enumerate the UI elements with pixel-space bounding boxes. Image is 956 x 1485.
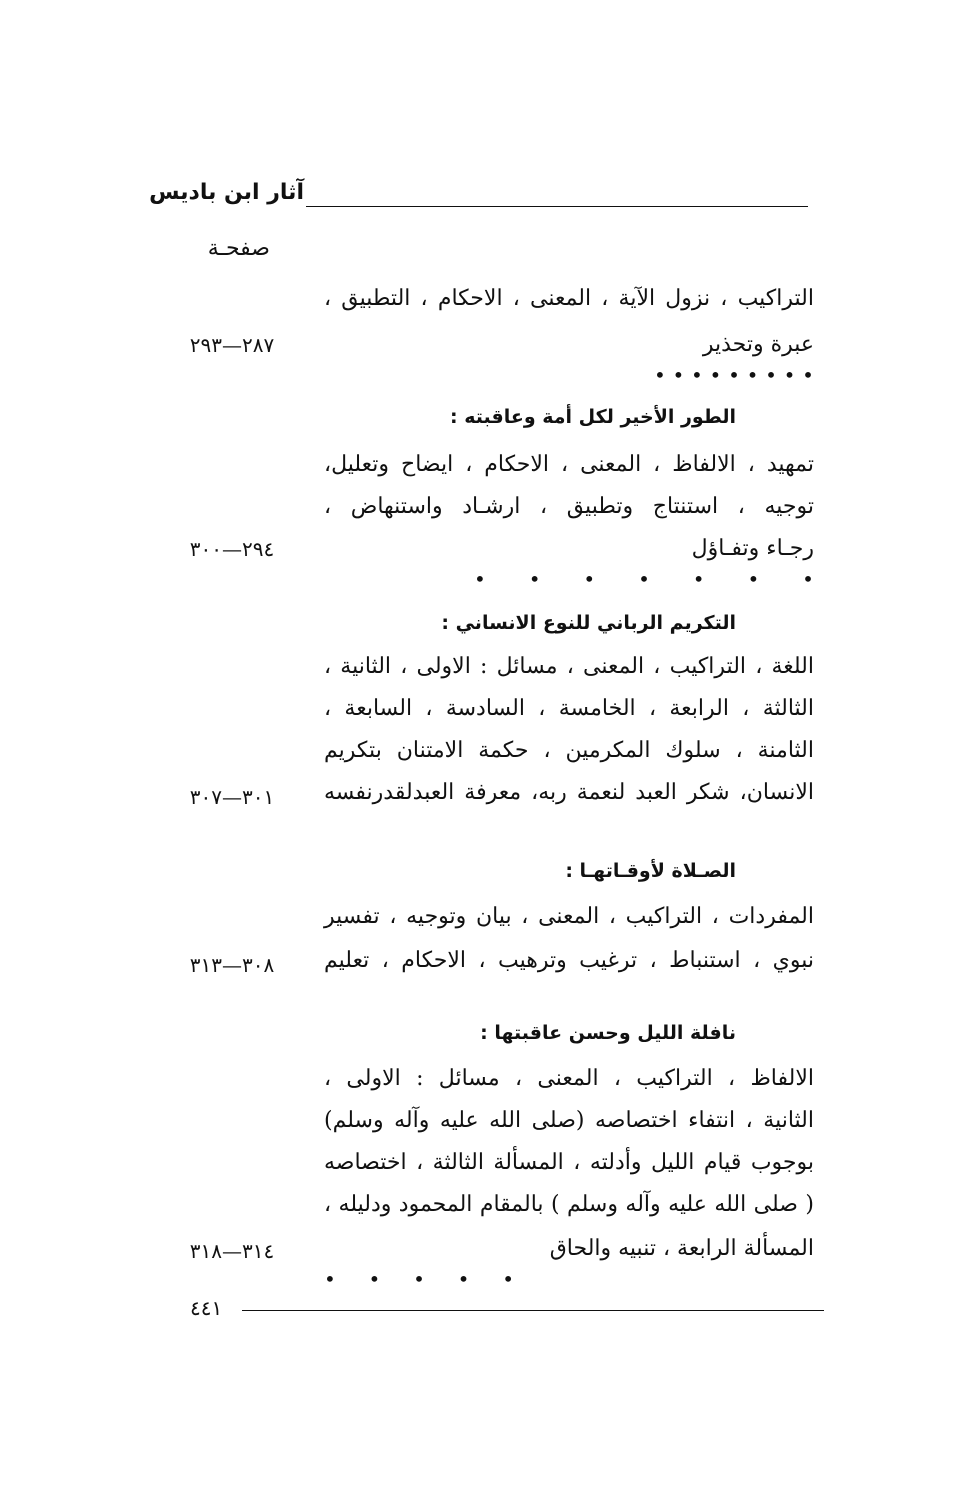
section-heading: نافلة الليل وحسن عاقبتها : — [480, 1022, 736, 1044]
entry-line: توجيه ، استنتاج وتطبيق ، ارشـاد واستنهاض ، — [324, 494, 814, 519]
entry-line: نبوي ، استنباط ، ترغيب وترهيب ، الاحكام ، تعليم — [324, 948, 814, 973]
entry-line: ( صلى الله عليه وآله وسلم ) بالمقام المحمود ودليله ، — [324, 1192, 814, 1217]
section-heading: الطور الأخير لكل أمة وعاقبته : — [450, 406, 736, 428]
entry-line-text: المسألة الرابعة ، تنبيه والحاق — [549, 1236, 814, 1261]
page-range: ٣٠٨—٣١٣ — [189, 953, 275, 977]
leader-dots: • • • • • — [324, 1267, 514, 1291]
section-heading: التكريم الرباني للنوع الانساني : — [441, 612, 736, 634]
header-rule — [306, 206, 808, 207]
entry-line: الثالثة ، الرابعة ، الخامسة ، السادسة ، السابعة ، — [324, 696, 814, 721]
section-heading: الصـلاة لأوقـاتهـا : — [565, 860, 736, 882]
leader-dots: • • • • • • • — [474, 567, 814, 591]
entry-line — [324, 330, 814, 387]
entry-line: التراكيب ، نزول الآية ، المعنى ، الاحكام ، التطبيق ، — [324, 286, 814, 311]
entry-line: المفردات ، التراكيب ، المعنى ، بيان وتوجيه ، تفسير — [324, 904, 814, 929]
page-range: ٣٠١—٣٠٧ — [189, 785, 275, 809]
entry-line — [324, 534, 814, 591]
leader-dots: • • • • • • • • • — [654, 363, 814, 387]
entry-line: الانسان، شكر العبد لنعمة ربه، معرفة العبدلقدرنفسه — [324, 780, 814, 805]
running-header-title: آثار ابن باديس — [149, 180, 304, 205]
entry-line: بوجوب قيام الليل وأدلته ، المسألة الثالثة ، اختصاصه — [324, 1150, 814, 1175]
page-column-label: صفحـة — [207, 236, 270, 261]
entry-line — [324, 1234, 814, 1291]
footer-rule — [242, 1310, 824, 1311]
entry-line: تمهيد ، الالفاظ ، المعنى ، الاحكام ، ايضاح وتعليل، — [324, 452, 814, 477]
page-range: ٣١٤—٣١٨ — [189, 1239, 275, 1263]
page-range: ٢٨٧—٢٩٣ — [189, 333, 275, 357]
page-number: ٤٤١ — [190, 1296, 223, 1320]
entry-line: الالفاظ ، التراكيب ، المعنى ، مسائل : الاولى ، — [324, 1066, 814, 1091]
entry-line-text: رجـاء وتفـاؤل — [691, 536, 814, 561]
entry-line: الثانية ، انتفاء اختصاصه (صلى الله عليه وآله وسلم) — [324, 1108, 814, 1133]
entry-line-text: عبرة وتحذير — [702, 332, 814, 357]
entry-line: الثامنة ، سلوك المكرمين ، حكمة الامتنان بتكريم — [324, 738, 814, 763]
entry-line: اللغة ، التراكيب ، المعنى ، مسائل : الاولى ، الثانية ، — [324, 654, 814, 679]
page-range: ٢٩٤—٣٠٠ — [189, 537, 275, 561]
